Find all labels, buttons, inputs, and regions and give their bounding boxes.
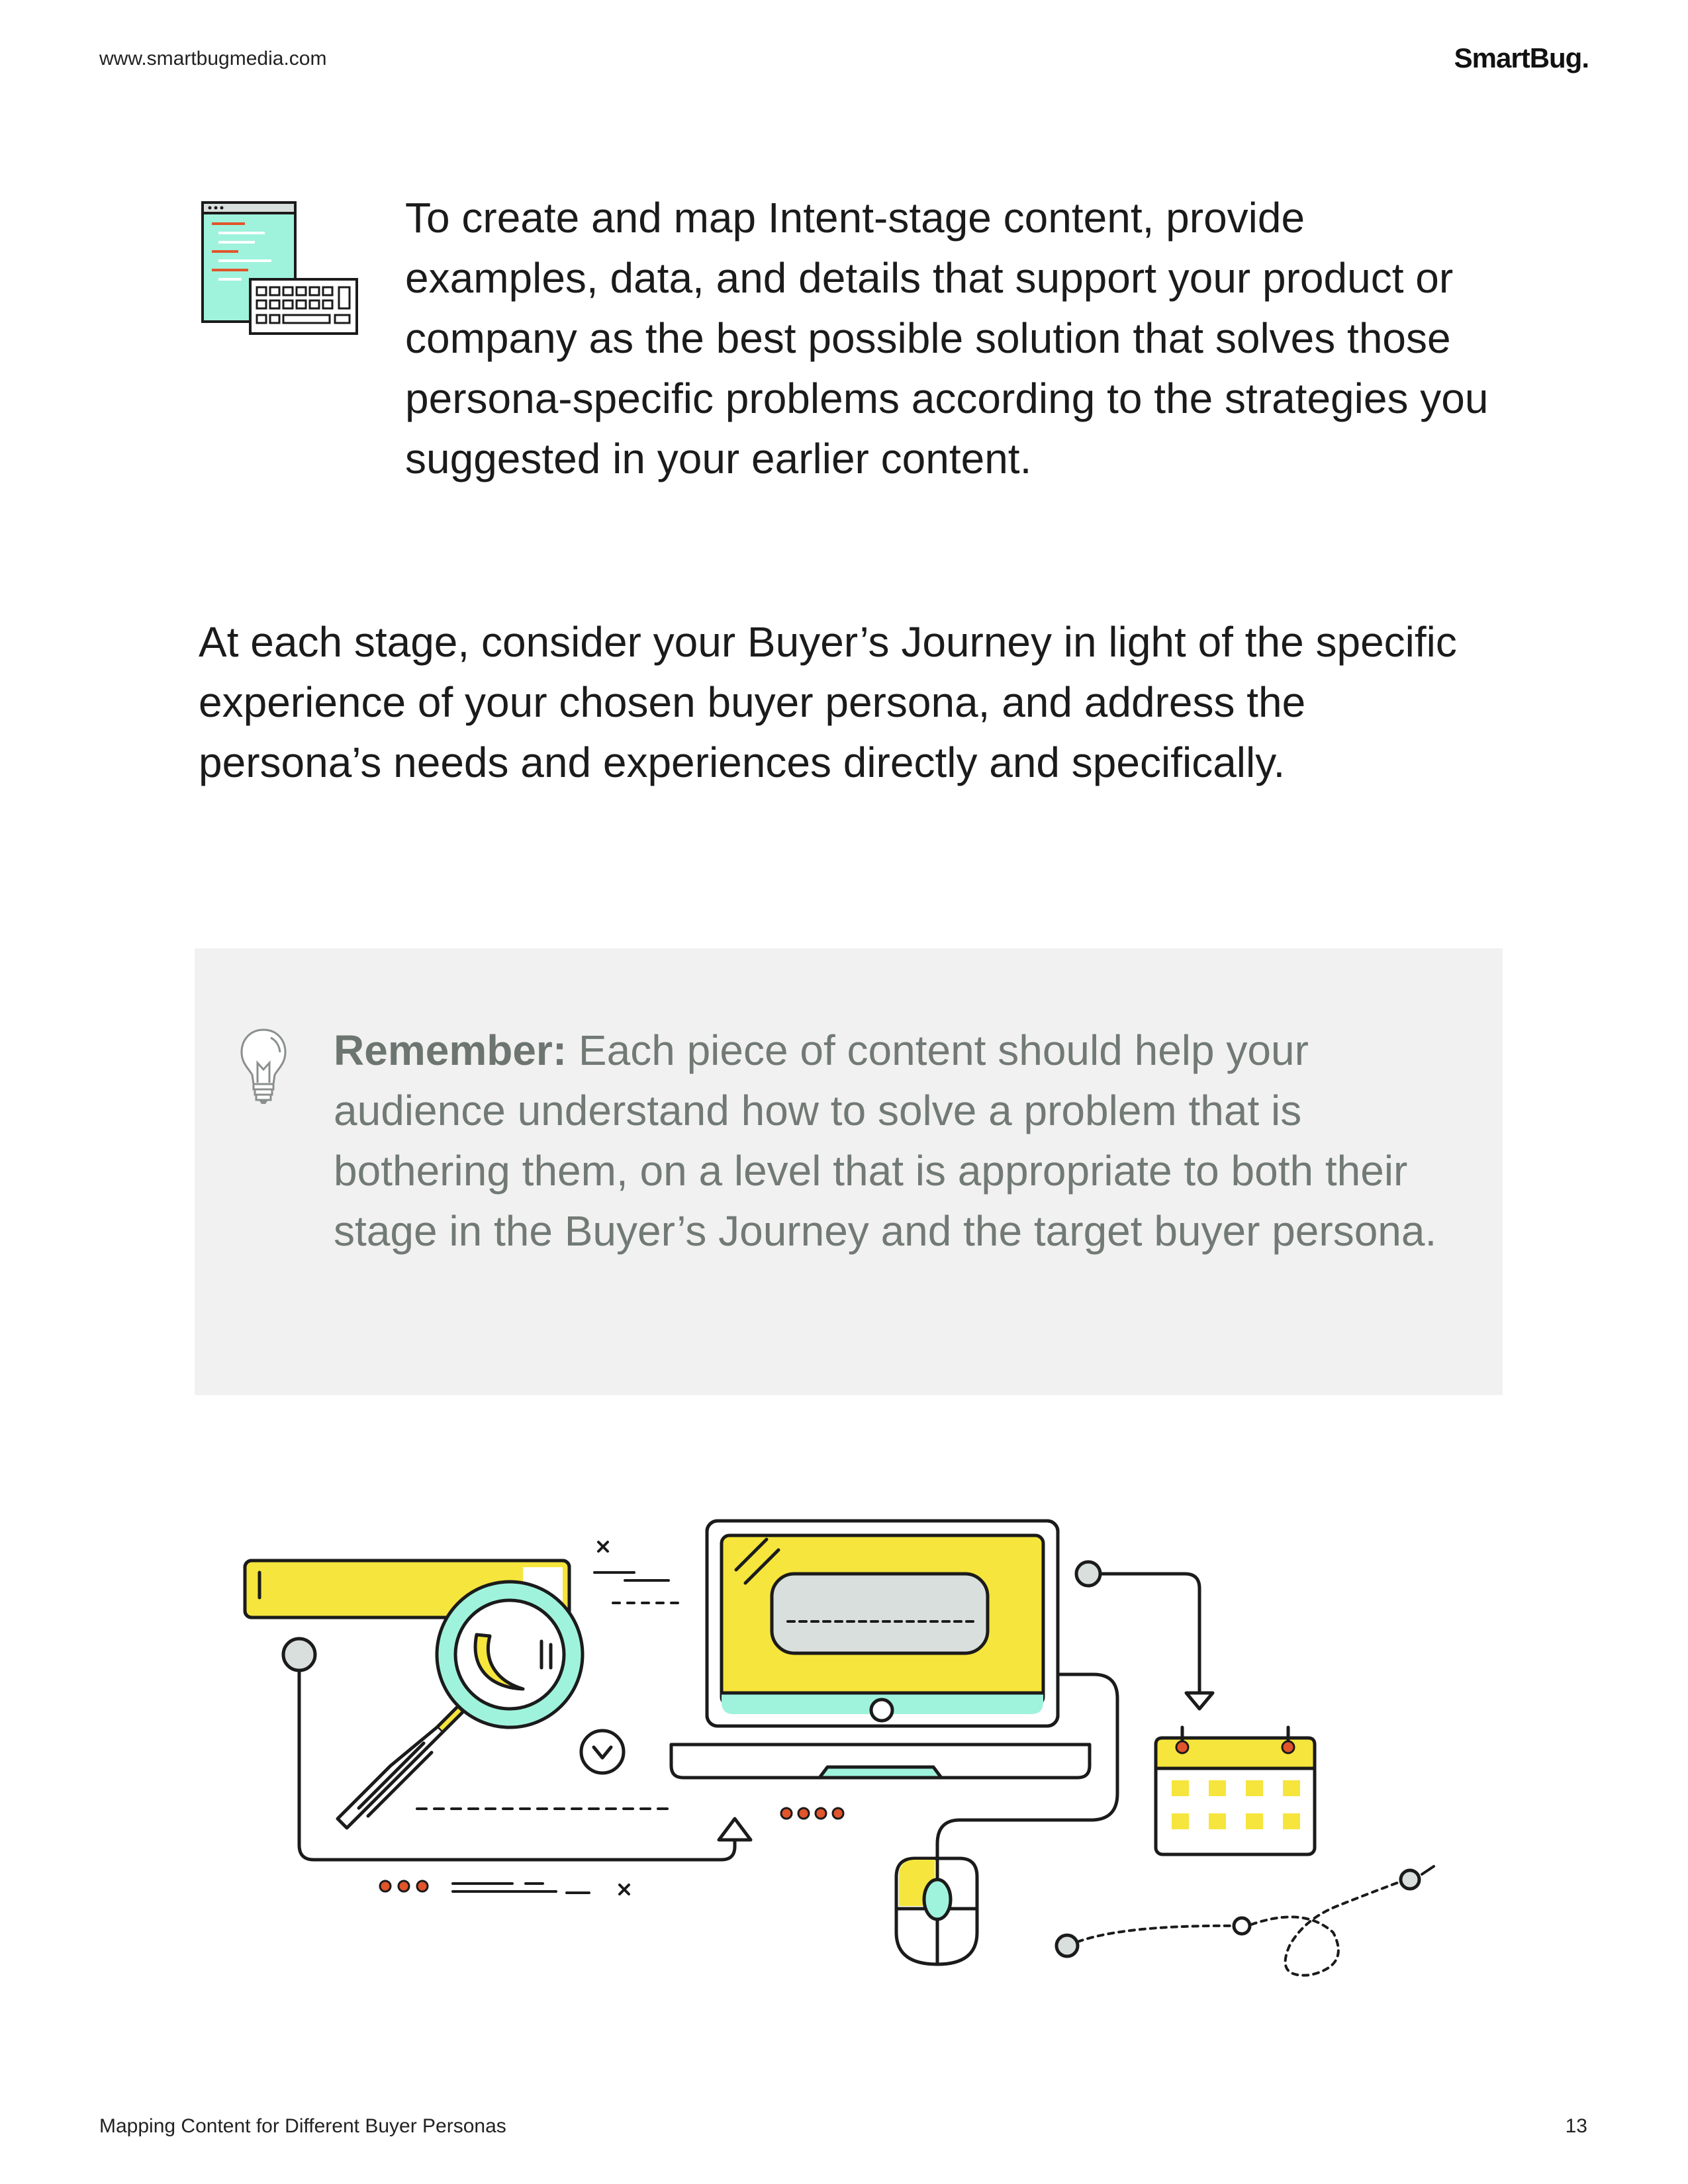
code-window-keyboard-icon: [199, 199, 361, 338]
calendar-icon: [1156, 1727, 1315, 1854]
body-paragraph: At each stage, consider your Buyer’s Journey in light of the specific experience of your chosen buyer persona, and address the persona’s needs and experiences directly and specifically.: [199, 618, 1457, 786]
page-number: 13: [1565, 2115, 1587, 2137]
process-illustration: [199, 1509, 1456, 1999]
brand-logo: SmartBug.: [1454, 42, 1589, 73]
callout-body: Each piece of content should help your audience understand how to solve a problem that is bothering them, on a level that is appropriate to both their stage in the Buyer’s Journey and the target buyer persona.: [334, 1026, 1437, 1255]
remember-callout: [195, 948, 1503, 1395]
footer-title: Mapping Content for Different Buyer Personas: [99, 2115, 506, 2137]
callout-text: [334, 1021, 1459, 1261]
computer-monitor-icon: [707, 1521, 1058, 1726]
keyboard-icon: [671, 1745, 1090, 1819]
site-url[interactable]: www.smartbugmedia.com: [99, 48, 327, 69]
mouse-icon: [896, 1858, 977, 1964]
lightbulb-icon: [238, 1026, 289, 1107]
intro-paragraph: To create and map Intent-stage content, provide examples, data, and details that support your product or company as the best possible solution that solves those persona-specific problems according to the strategies you suggested in your earlier content.: [405, 194, 1489, 482]
dotted-path-icon: [1056, 1866, 1434, 1976]
callout-label: Remember:: [334, 1026, 567, 1074]
